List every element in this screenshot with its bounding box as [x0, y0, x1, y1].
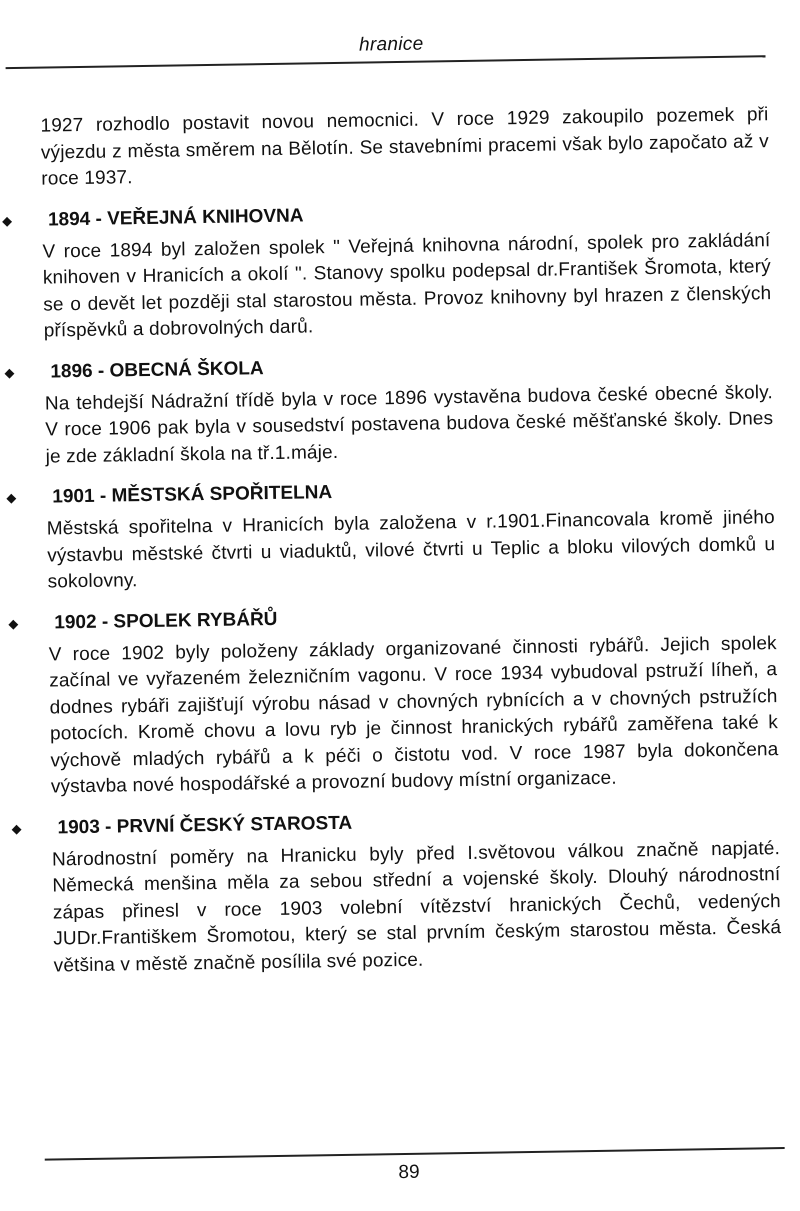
entry-paragraph: Národnostní poměry na Hranicku byly před I.světovou válkou značně napjaté. Německá menšina měla za sebou střední a vojenské školy. Dlouhý národnostní zápas přinesl v roce 1903 volební vítězství hranických Čechů, vedených JUDr.Františkem Šromotou, který se stal prvním českým starostou města. Česká většina v městě značně posílila své pozice. [51, 837, 782, 976]
entry-school [4, 348, 774, 471]
running-head: hranice [358, 33, 424, 56]
diamond-bullet-icon: ◆ [1, 212, 13, 228]
entry-title: 1894 - VEŘEJNÁ KNIHOVNA [47, 204, 304, 230]
entry-paragraph: V roce 1894 byl založen spolek " Veřejná knihovna národní, spolek pro zakládání knihoven v Hranicích a okolí ". Stanovy spolku podepsal dr.František Šromota, který se o devět let později stal starostou města. Provoz knihovny byl hrazen z členských příspěvků a dobrovolných darů. [42, 229, 772, 342]
diamond-bullet-icon: ◆ [6, 490, 17, 506]
entry-paragraph: Na tehdejší Nádražní třídě byla v roce 1896 vystavěna budova české obecné školy. V roce 1906 pak byla v sousedství postavena budova české měšťanské školy. Dnes je zde základní škola na tř.1.máje. [44, 381, 774, 468]
entry-savings-bank [6, 473, 776, 596]
entry-paragraph: V roce 1902 byly položeny základy organizované činnosti rybářů. Jejich spolek začínal ve vyřazeném železničním vagonu. V roce 1934 vybudoval pstruží líheň, a dodnes rybáři zajišťují výrobu násad v chovných rybnících a v chovných pstružích potocích. Kromě chovu a lovu ryb je činnost hranických rybářů zaměřena také k výchově mladých rybářů a k péči o čistotu vod. V roce 1987 byla dokončena výstavba nové hospodářské a provozní budovy místní organizace. [48, 632, 779, 798]
entry-heading [11, 804, 779, 841]
entry-library [1, 196, 772, 345]
diamond-bullet-icon: ◆ [8, 615, 19, 631]
entry-heading [6, 473, 774, 510]
entry-fishermen [8, 599, 779, 801]
entry-paragraph: Městská spořitelna v Hranicích byla založena v r.1901.Financovala kromě jiného výstavbu městské čtvrti u viaduktů, vilové čtvrti u Teplic a bloku vilových domků u sokolovny. [46, 507, 776, 593]
body-text [1, 102, 782, 979]
entry-heading [8, 599, 776, 636]
entry-title: 1902 - SPOLEK RYBÁŘŮ [54, 608, 278, 633]
entry-heading [4, 348, 772, 385]
entry-first-mayor [11, 804, 782, 980]
entry-title: 1901 - MĚSTSKÁ SPOŘITELNA [52, 482, 333, 508]
entry-title: 1896 - OBECNÁ ŠKOLA [50, 357, 264, 382]
diamond-bullet-icon: ◆ [4, 364, 15, 380]
diamond-bullet-icon: ◆ [11, 820, 22, 836]
intro-paragraph: 1927 rozhodlo postavit novou nemocnici. V roce 1929 zakoupilo pozemek při výjezdu z města směrem na Bělotín. Se stavebními pracemi však bylo započato až v roce 1937. [40, 104, 770, 190]
page-number: 89 [398, 1161, 420, 1184]
entry-heading [1, 196, 770, 233]
entry-title: 1903 - PRVNÍ ČESKÝ STAROSTA [57, 812, 353, 838]
